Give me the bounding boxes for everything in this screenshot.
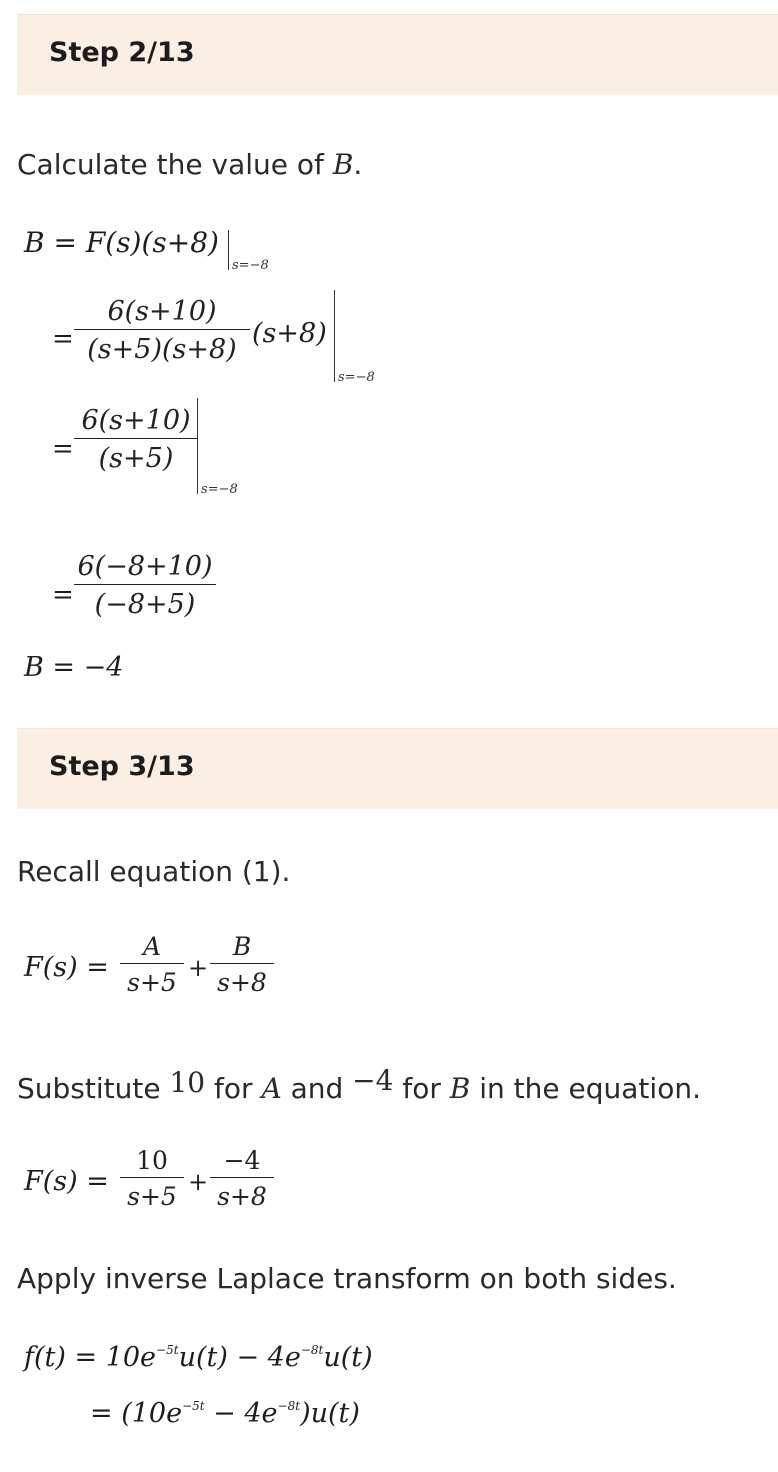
eq2-lhs: F(s) = [24, 1166, 109, 1197]
final-line-1 [24, 1342, 373, 1373]
eq1-fraction-b [210, 932, 274, 997]
subst-text-1: Substitute [17, 1072, 161, 1105]
eq2-plus: + [188, 1168, 209, 1196]
subst-val-neg4: −4 [352, 1064, 394, 1097]
subst-var-a: A [261, 1072, 282, 1105]
intro-end: . [353, 148, 363, 181]
recall-text: Recall equation (1). [17, 855, 291, 888]
final1-part-b: u(t) − 4e [178, 1342, 301, 1373]
final-line-2 [90, 1398, 360, 1429]
apply-text: Apply inverse Laplace transform on both sides. [17, 1262, 677, 1295]
final1-part-a: f(t) = 10e [24, 1342, 157, 1373]
eq-line4-equals: = [52, 580, 74, 610]
eq-line2-sub: s=−8 [338, 370, 375, 385]
eq1-frac2-den: s+8 [217, 968, 267, 997]
intro-text: Calculate the value of [17, 148, 324, 181]
step-2-header [17, 14, 778, 95]
eq-line1-sub: s=−8 [232, 258, 269, 273]
subst-var-b: B [449, 1072, 471, 1105]
step-3-header [17, 728, 778, 809]
eq-result: B = −4 [24, 652, 124, 683]
eq-line3-sub: s=−8 [201, 482, 238, 497]
eq-line2-denominator: (s+5)(s+8) [87, 334, 237, 365]
final1-exp-1: −5t [156, 1343, 179, 1357]
eq-line4-denominator: (−8+5) [94, 589, 196, 620]
step-2-title: Step 2/13 [49, 37, 195, 68]
eq2-fraction-a [120, 1146, 184, 1211]
substitute-sentence [17, 1064, 701, 1105]
step-2-intro [17, 148, 362, 181]
final2-part-b: − 4e [204, 1398, 278, 1429]
eq2-frac1-den: s+5 [127, 1182, 177, 1211]
eq-line3-numerator: 6(s+10) [74, 405, 198, 439]
subst-text-4: for [402, 1072, 441, 1105]
final2-exp-2: −8t [277, 1399, 301, 1413]
eq1-plus: + [188, 954, 209, 982]
step-3-title: Step 3/13 [49, 751, 195, 782]
eq-line2-numerator: 6(s+10) [74, 296, 250, 330]
eq1-fraction-a [120, 932, 184, 997]
eq-line1-lhs: B = F(s)(s+8) [24, 226, 219, 259]
eq-line3-eval-bar [197, 398, 198, 494]
eq-line3-fraction [74, 405, 198, 474]
final2-part-c: )u(t) [300, 1398, 360, 1429]
intro-var: B [332, 148, 354, 181]
eq-line4-fraction [74, 551, 216, 620]
eq-line2-tail: (s+8) [252, 318, 327, 349]
final1-part-c: u(t) [323, 1342, 373, 1373]
eq2-frac2-num: −4 [210, 1146, 274, 1178]
eq-line2-fraction [74, 296, 250, 365]
eq1-frac1-den: s+5 [127, 968, 177, 997]
final2-part-a: = (10e [90, 1398, 183, 1429]
eq1-frac1-num: A [120, 932, 184, 964]
eq-line3-equals: = [52, 434, 74, 464]
subst-text-5: in the equation. [479, 1072, 701, 1105]
eq2-frac1-num: 10 [120, 1146, 184, 1178]
subst-text-3: and [290, 1072, 344, 1105]
eq1-frac2-num: B [210, 932, 274, 964]
eq-line2-equals: = [52, 324, 74, 354]
eq-line4-numerator: 6(−8+10) [74, 551, 216, 585]
eq-line3-denominator: (s+5) [98, 443, 174, 474]
subst-text-2: for [214, 1072, 253, 1105]
final2-exp-1: −5t [182, 1399, 205, 1413]
eq-line1-eval-bar [228, 230, 229, 270]
subst-val-10: 10 [169, 1066, 206, 1099]
final1-exp-2: −8t [300, 1343, 324, 1357]
eq1-lhs: F(s) = [24, 952, 109, 983]
eq2-fraction-b [210, 1146, 274, 1211]
eq2-frac2-den: s+8 [217, 1182, 267, 1211]
eq-line2-eval-bar [334, 290, 335, 382]
